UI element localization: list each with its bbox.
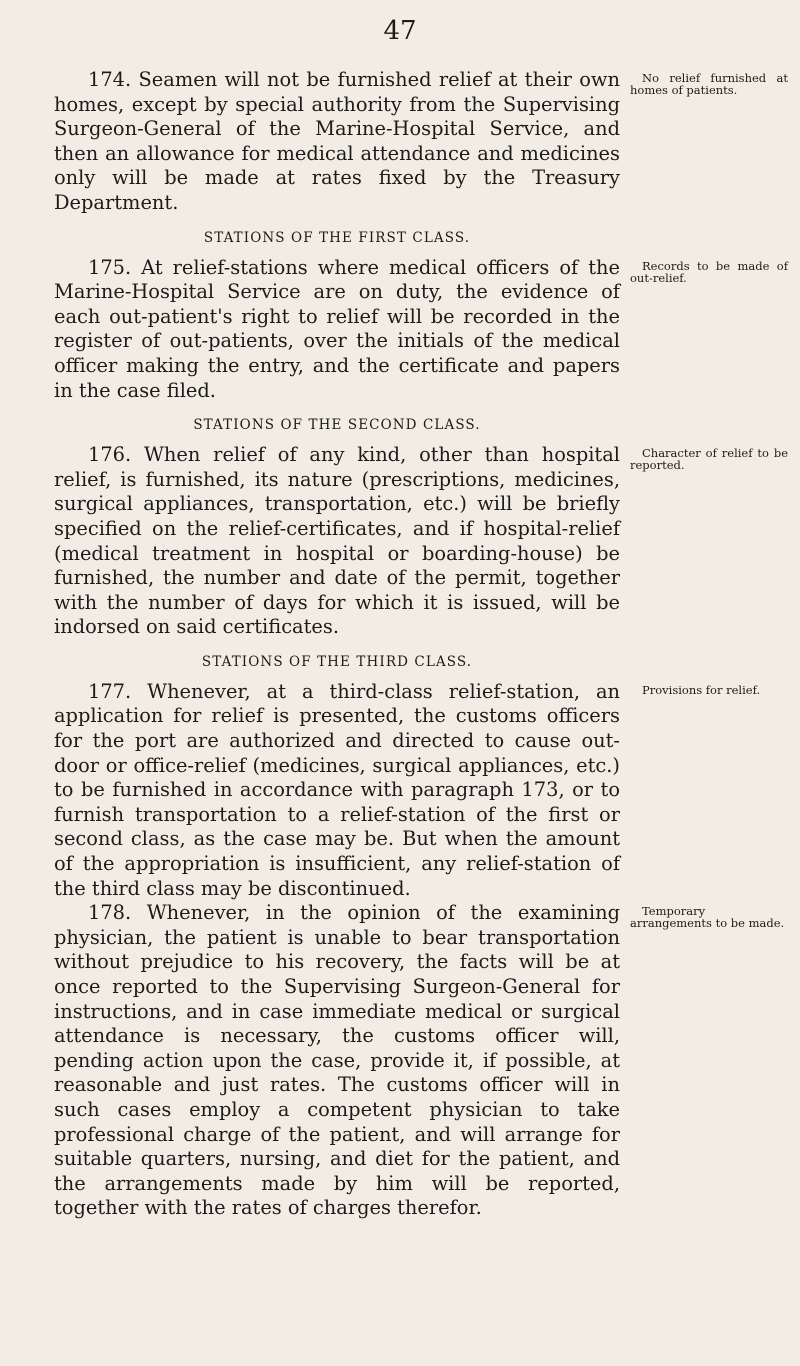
section-heading-third-class: STATIONS OF THE THIRD CLASS. [201,653,473,670]
margin-note: Provisions for relief. [642,682,761,697]
paragraph-text: 176. When relief of any kind, other than hospital relief, is furnished, its nature (prescriptions, medicines, surgical appliances, transportation, etc.) will be briefly specified on the relief-certificates, and if hospital-relief (medical treatment in hospital or boarding-house) be furnished, the number and date of the permit, together with the number of days for which it is issued, will be indorsed on said certificates. [54,443,620,639]
section-heading-first-class: STATIONS OF THE FIRST CLASS. [203,229,471,246]
margin-note: Temporary arrangements to be made. [630,904,785,931]
margin-note: Records to be made of out-relief. [630,258,788,285]
margin-note: Character of relief to be reported. [630,446,788,473]
page-number: 47 [383,16,417,46]
paragraph-text: 174. Seamen will not be furnished relief at their own homes, except by special authority from the Supervising Surgeon-General of the Marine-Hospital Service, and then an allowance for medical attendance and medicines only will be made at rates fixed by the Treasury Department. [54,68,620,214]
paragraph-175 [54,255,788,404]
page-body [54,68,786,1221]
section-heading-second-class: STATIONS OF THE SECOND CLASS. [193,417,481,434]
paragraph-174 [54,68,788,216]
paragraph-177 [54,679,761,901]
paragraph-text: 177. Whenever, at a third-class relief-station, an application for relief is presented, the customs officers for the port are authorized and directed to cause out-door or office-relief (medicines, surgical appliances, etc.) to be furnished in accordance with paragraph 173, or to furnish transportation to a relief-station of the first or second class, as the case may be. But when the amount of the appropriation is insufficient, any relief-station of the third class may be discontinued. [54,679,620,900]
margin-note: No relief furnished at homes of patients. [630,71,788,97]
paragraph-176 [54,443,788,640]
paragraph-text: 175. At relief-stations where medical officers of the Marine-Hospital Service are on duty, the evidence of each out-patient's right to relief will be recorded in the register of out-patients, over the initials of the medical officer making the entry, and the certificate and papers in the case filed. [54,255,620,402]
paragraph-text: 178. Whenever, in the opinion of the examining physician, the patient is unable to bear transportation without prejudice to his recovery, the facts will be at once reported to the Supervising Surgeon-General for instructions, and in case immediate medical or surgical attendance is necessary, the customs officer will, pending action upon the case, provide it, if possible, at reasonable and just rates. The customs officer will in such cases employ a competent physician to take professional charge of the patient, and will arrange for suitable quarters, nursing, and diet for the patient, and the arrangements made by him will be reported, together with the rates of charges therefor. [54,901,620,1220]
paragraph-178 [54,901,785,1221]
